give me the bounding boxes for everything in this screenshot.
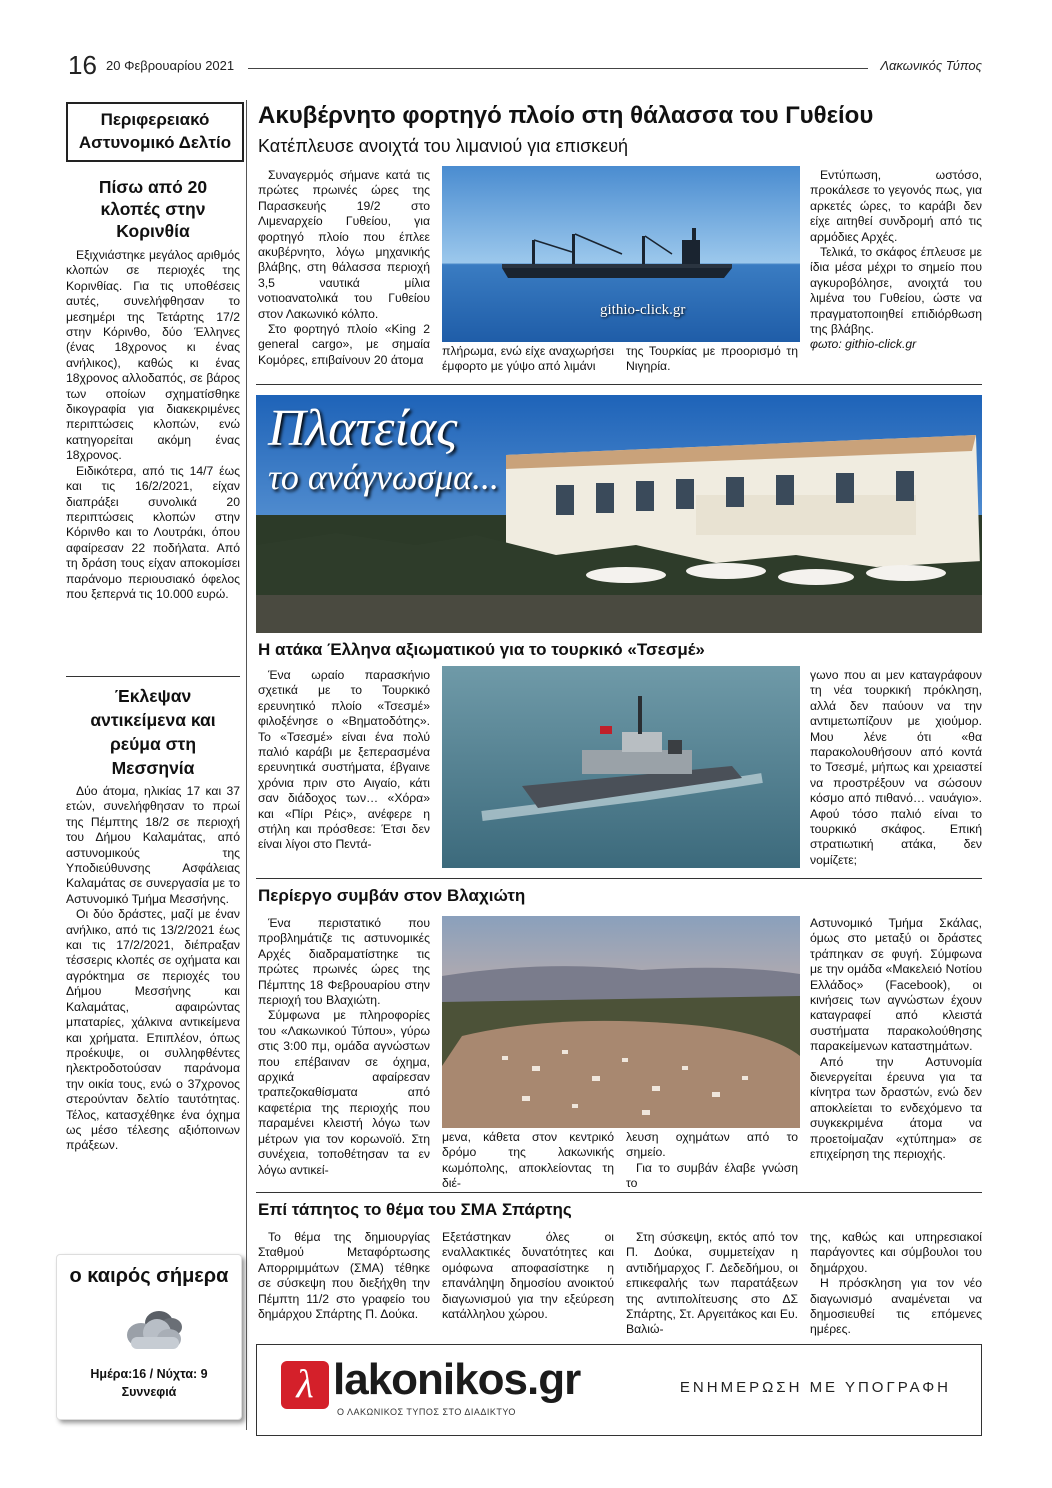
- article-paragraph: Η πρόσκληση για τον νέο διαγωνισμό αναμένεται να δημοσιευθεί τις επόμενες ημέρες.: [810, 1276, 982, 1337]
- sidebar-story-korinthia: [66, 176, 240, 602]
- article-paragraph: Ένα ωραίο παρασκήνιο σχετικά με το Τουρκικό ερευνητικό πλοίο «Τσεσμέ» φιλοξένησε ο «Βηματοδότης». Το «Τσεσμέ» είναι ένα πολύ παλιό καράβι με ξεπερασμένα ερευνητικά συστήματα, έβγαινε χρόνια πριν στο Αιγαίο, κάτι σαν διάδοχος των… «Χόρα» και «Πίρι Ρέις», ανέφερε η στήλη και πρόσθεσε: Έτσι δεν είναι λίγοι στο Πεντά-: [258, 668, 430, 852]
- town-aerial-photo: [442, 916, 800, 1128]
- photo-credit: φωτο: githio-click.gr: [810, 337, 917, 352]
- story-title: Πίσω από 20 κλοπές στην Κορινθία: [98, 177, 208, 241]
- article-title: Η ατάκα Έλληνα αξιωματικού για το τουρκικό «Τσεσμέ»: [258, 640, 705, 659]
- article-column: [258, 668, 430, 853]
- article-title: Περίεργο συμβάν στον Βλαχιώτη: [258, 886, 526, 905]
- section-divider: [256, 384, 982, 385]
- article-title: Επί τάπητος το θέμα του ΣΜΑ Σπάρτης: [258, 1200, 572, 1219]
- article-column: [810, 916, 982, 1163]
- sidebar-section-title: Περιφερειακό Αστυνομικό Δελτίο: [78, 110, 232, 152]
- story-paragraph: Εξιχνιάστηκε μεγάλος αριθμός κλοπών σε περιοχές της Κορινθίας. Για τις υποθέσεις αυτές, συνελήφθησαν το μεσημέρι της Τετάρτης 17/2 στην Κόρινθο, δύο Έλληνες (ένας 18χρονος κι ένας ανήλικος), καθώς κι ένας 18χρονος αλλοδαπός, σε βάρος των οποίων σχηματίσθηκε δικογραφία για διακεκριμένες περιπτώσεις κλοπών, ενώ κατηγορείται ακόμη ένας 18χρονος.: [66, 248, 240, 463]
- article-paragraph: Τελικά, το σκάφος έπλευσε με ίδια μέσα μέχρι το σημείο που αγκυροβόλησε, ανοιχτά του λιμένα του Γυθείου, ώστε να πραγματοποιηθεί επιδιόρθωση της βλάβης.: [810, 245, 982, 337]
- lakonikos-logo-text: lakonikos.gr: [333, 1355, 581, 1404]
- story-paragraph: Ειδικότερα, από τις 14/7 έως και τις 16/2/2021, είχαν διαπράξει συνολικά 20 περιπτώσεις κλοπών στην Κόρινθο και το Λουτράκι, όπου αφαίρεσαν 22 ποδήλατα. Από τη δράση τους είχαν αποκομίσει παράνομο περιουσιακό όφελος που ξεπερνά τις 10.000 ευρώ.: [66, 463, 240, 601]
- lakonikos-ad-banner[interactable]: [256, 1344, 982, 1436]
- header-publication: Λακωνικός Τύπος: [880, 58, 982, 73]
- sidebar-section-title-box: [66, 102, 244, 162]
- weather-temps: Ημέρα:16 / Νύχτα: 9: [90, 1367, 208, 1381]
- article-paragraph: Αστυνομικό Τμήμα Σκάλας, όμως στο μεταξύ οι δράστες τράπηκαν σε φυγή. Σύμφωνα με την ομάδα «Μακελειό Νοτίου Ελλάδος» (Facebook), οι κινήσεις των αγνώστων έχουν καταγραφεί από κλειστά συστήματα παρακολούθησης παρακείμενων καταστημάτων.: [810, 916, 982, 1054]
- lakonikos-logo-tagline: Ο ΛΑΚΩΝΙΚΟΣ ΤΥΠΟΣ ΣΤΟ ΔΙΑΔΙΚΤΥΟ: [337, 1407, 516, 1417]
- article-paragraph: της, καθώς και υπηρεσιακοί παράγοντες και σύμβουλοι του δημάρχου.: [810, 1230, 982, 1275]
- weather-box: [56, 1254, 242, 1420]
- article-title: Ακυβέρνητο φορτηγό πλοίο στη θάλασσα του Γυθείου: [258, 102, 874, 129]
- page-number: 16: [68, 50, 97, 80]
- article-paragraph: μενα, κάθετα στον κεντρικό δρόμο της λακωνικής κωμόπολης, αποκλείοντας τη διέ-: [442, 1130, 614, 1191]
- story-title: Έκλεψαν αντικείμενα και ρεύμα στη Μεσσηνία: [90, 686, 216, 778]
- article-paragraph: Από την Αστυνομία διενεργείται έρευνα για τα κίνητρα των δραστών, ενώ δεν αποκλείεται το ενδεχόμενο τα συγκεκριμένα άτομα να προετοίμαζαν «χτύπημα» σε επιχείρηση της περιοχής.: [810, 1054, 982, 1162]
- sidebar-divider: [66, 676, 240, 677]
- article-paragraph: Το θέμα της δημιουργίας Σταθμού Μεταφόρτωσης Απορριμμάτων (ΣΜΑ) τέθηκε σε σύσκεψη που διεξήχθη την Πέμπτη 11/2 στο γραφείο του δημάρχου Σπάρτης Π. Δούκα.: [258, 1230, 430, 1322]
- article-paragraph: Στο φορτηγό πλοίο «King 2 general cargo», με σημαία Κομόρες, επιβαίνουν 20 άτομα: [258, 322, 430, 367]
- article-column: [258, 168, 430, 368]
- banner-title-line1: Πλατείας: [268, 400, 458, 457]
- article-column: [442, 1230, 614, 1322]
- article-paragraph: γωνο που αι μεν καταγράφουν τη νέα τουρκική πρόκληση, αλλά δεν παύουν να την αντιμετωπίζουν με χιούμορ. Μου λένε ότι «θα παρακολουθήσουν από κοντά το Τσεσμέ, μήπως και χρειαστεί να προστρέξουν να σώσουν κόσμο από πιθανό… ναυάγιο». Αφού τόσο παλιό είναι το τουρκικό σκάφος. Επική στρατιωτική ατάκα, δεν νομίζετε;: [810, 668, 982, 867]
- cloud-icon: [119, 1305, 185, 1353]
- article-paragraph: Ένα περιστατικό που προβλημάτιζε τις αστυνομικές Αρχές διαδραματίστηκε τις πρώτες πρωινές ώρες της Πέμπτης 18 Φεβρουαρίου στην περιοχή του Βλαχιώτη.: [258, 916, 430, 1008]
- turkish-ship-photo: [442, 666, 800, 868]
- article-column: [626, 1130, 798, 1192]
- article-paragraph: Εξετάστηκαν όλες οι εναλλακτικές δυνατότητες και ομόφωνα αποφασίστηκε η επανάληψη δημοσίου ανοικτού διαγωνισμού για την εξεύρεση κατάλληλου χώρου.: [442, 1230, 614, 1322]
- section-divider: [256, 878, 982, 879]
- article-column: [258, 1230, 430, 1322]
- article-paragraph: Σύμφωνα με πληροφορίες του «Λακωνικού Τύπου», γύρω στις 3:00 πμ, ομάδα αγνώστων που επέβαιναν σε όχημα, αρχικά αφαίρεσαν τραπεζοκαθίσματα από καφετέρια της περιοχής που παραμένει κλειστή λόγω των μέτρων για τον κορωνοϊό. Στη συνέχεια, τοποθέτησαν τα εν λόγω αντικεί-: [258, 1008, 430, 1177]
- ad-slogan: ΕΝΗΜΕΡΩΣΗ ΜΕ ΥΠΟΓΡΑΦΗ: [679, 1379, 951, 1396]
- article-subtitle: Κατέπλευσε ανοιχτά του λιμανιού για επισκευή: [258, 136, 629, 156]
- article-column: [442, 344, 614, 375]
- banner-photo: [256, 395, 982, 633]
- article-paragraph: Στη σύσκεψη, εκτός από τον Π. Δούκα, συμμετείχαν η αντιδήμαρχος Γ. Δεδεδήμου, οι επικεφαλής των παρατάξεων της αντιπολίτευσης στο ΔΣ Σπάρτης, Στ. Αργειτάκος και Ευ. Βαλιώ-: [626, 1230, 798, 1337]
- weather-title: ο καιρός σήμερα: [69, 1265, 229, 1287]
- story-paragraph: Οι δύο δράστες, μαζί με έναν ανήλικο, από τις 13/2/2021 έως και τις 17/2/2021, διέπραξαν τέσσερις κλοπές σε οχήματα και αγρόκτημα σε περιοχές του Δήμου Μεσσήνης και Καλαμάτας, αφαιρώντας μπαταρίες, χάλκινα αντικείμενα και χρήματα. Επιπλέον, όπως προέκυψε, οι συλληφθέντες ηλεκτροδοτούσαν παράνομα την οικία τους, ενώ ο 37χρονος στερούνταν δελτίο ταυτότητας. Τέλος, κατασχέθηκε ένα όχημα ως μέσο τέλεσης αξιόποινων πράξεων.: [66, 907, 240, 1153]
- article-column: [442, 1130, 614, 1192]
- lakonikos-logo-mark: [281, 1361, 329, 1409]
- article-paragraph: λευση οχημάτων από το σημείο.: [626, 1130, 798, 1160]
- article-paragraph: πλήρωμα, ενώ είχε αναχωρήσει έμφορτο με γύψο από λιμάνι: [442, 344, 614, 374]
- article-column: [626, 1230, 798, 1338]
- article-paragraph: Συναγερμός σήμανε κατά τις πρώτες πρωινές ώρες της Παρασκευής 19/2 στο Λιμεναρχείο Γυθείου, για φορτηγό πλοίο που έπλεε ακυβέρνητο, λόγω μηχανικής βλάβης, στη θάλασσα περιοχή 3,5 ναυτικά μίλια νοτιοανατολικά του Γυθείου στον Λακωνικό κόλπο.: [258, 168, 430, 321]
- weather-condition: Συννεφιά: [121, 1385, 177, 1399]
- article-column: [810, 168, 982, 353]
- logo-mark-letter: λ: [296, 1361, 314, 1406]
- article-column: [258, 916, 430, 1178]
- photo-watermark: githio-click.gr: [600, 302, 686, 318]
- sidebar-column-rule: [246, 100, 247, 1430]
- article-column: [810, 1230, 982, 1338]
- header-date: 20 Φεβρουαρίου 2021: [106, 58, 235, 73]
- banner-title-line2: το ανάγνωσμα...: [268, 457, 499, 497]
- section-divider: [256, 1192, 982, 1193]
- article-column: [626, 344, 798, 375]
- header-rule: [248, 68, 868, 69]
- article-paragraph: Εντύπωση, ωστόσο, προκάλεσε το γεγονός πως, για αρκετές ώρες, το καράβι δεν είχε αιτηθεί συνδρομή από τις αρμόδιες Αρχές.: [810, 168, 982, 244]
- story-paragraph: Δύο άτομα, ηλικίας 17 και 37 ετών, συνελήφθησαν το πρωί της Πέμπτης 18/2 σε περιοχή του Δήμου Καλαμάτας, από αστυνομικούς της Υποδιεύθυνσης Ασφάλειας Καλαμάτας σε συνεργασία με το Αστυνομικό Τμήμα Μεσσήνης.: [66, 784, 240, 906]
- article-column: [810, 668, 982, 868]
- article-paragraph: της Τουρκίας με προορισμό τη Νιγηρία.: [626, 344, 798, 374]
- sidebar-story-messinia: [66, 684, 240, 1154]
- page-header: [68, 50, 982, 80]
- cargo-ship-photo: [442, 166, 800, 342]
- article-paragraph: Για το συμβάν έλαβε γνώση το: [626, 1160, 798, 1191]
